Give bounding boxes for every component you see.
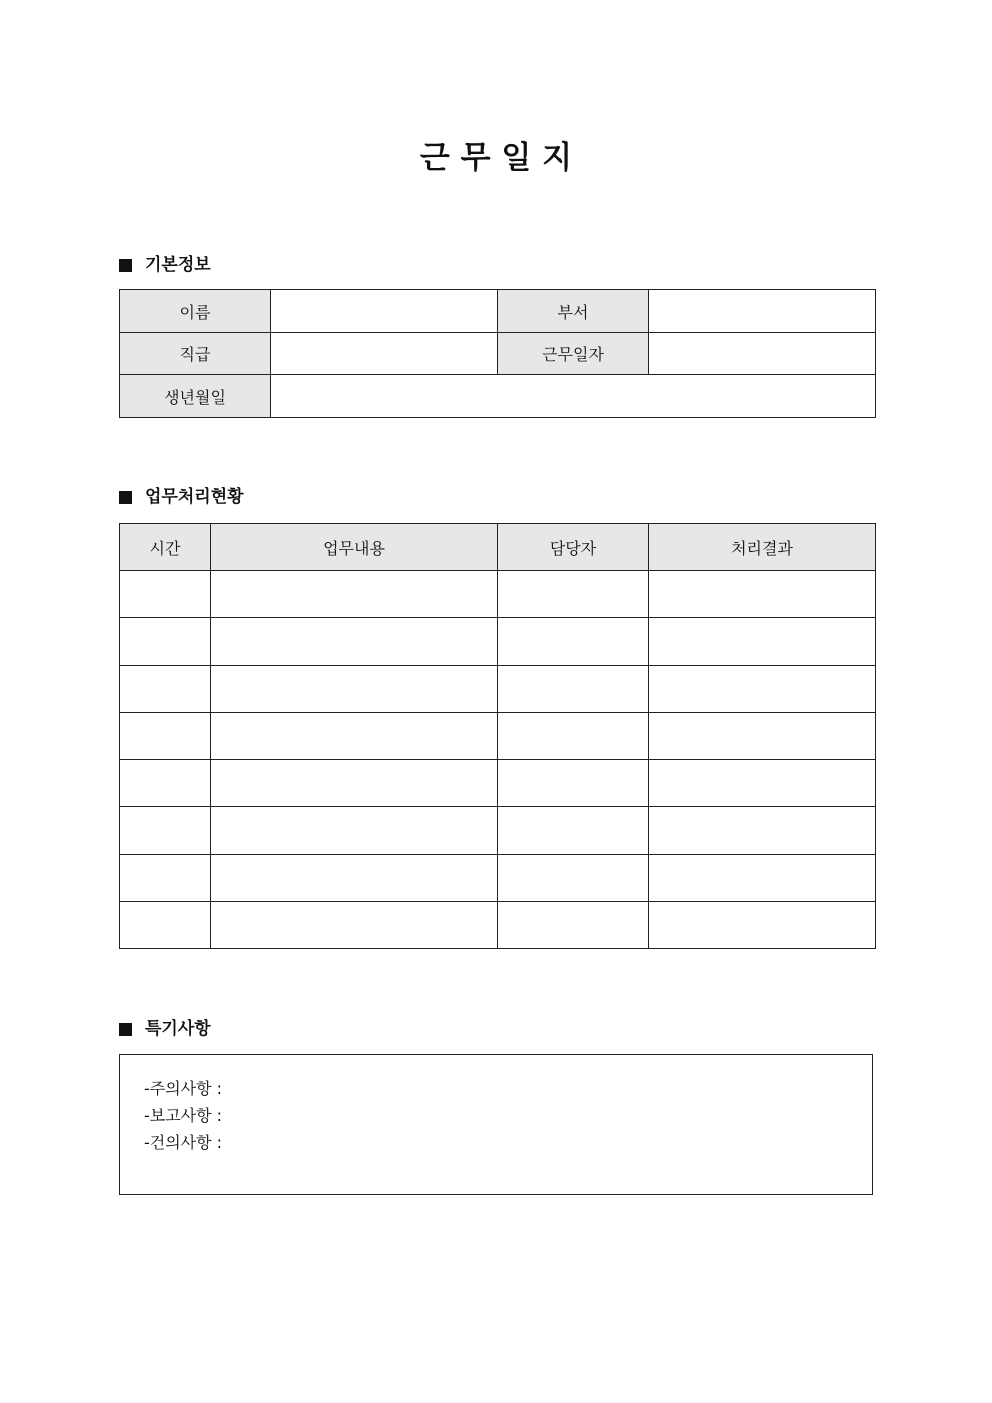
time-cell[interactable] — [120, 618, 211, 666]
task-cell[interactable] — [211, 902, 498, 949]
birth-date-field[interactable] — [271, 375, 876, 418]
basic-info-table — [119, 289, 876, 418]
section-heading-basic-info — [119, 253, 211, 277]
task-cell[interactable] — [211, 760, 498, 807]
section-heading-remarks — [119, 1017, 211, 1041]
time-cell[interactable] — [120, 807, 211, 855]
result-cell[interactable] — [649, 760, 876, 807]
table-row — [120, 713, 876, 760]
position-label: 직급 — [120, 333, 271, 375]
result-cell[interactable] — [649, 618, 876, 666]
birth-date-label: 생년월일 — [120, 375, 271, 418]
assignee-cell[interactable] — [498, 807, 649, 855]
table-row — [120, 807, 876, 855]
remark-caution-line: -주의사항 : — [144, 1079, 223, 1098]
column-header-result: 처리결과 — [649, 524, 876, 571]
column-header-task: 업무내용 — [211, 524, 498, 571]
task-cell[interactable] — [211, 713, 498, 760]
time-cell[interactable] — [120, 666, 211, 713]
table-row — [120, 760, 876, 807]
task-cell[interactable] — [211, 855, 498, 902]
column-header-assignee: 담당자 — [498, 524, 649, 571]
section-heading-work-status — [119, 485, 244, 509]
section-heading-label: 기본정보 — [145, 255, 211, 275]
assignee-cell[interactable] — [498, 618, 649, 666]
table-row — [120, 902, 876, 949]
assignee-cell[interactable] — [498, 571, 649, 618]
assignee-cell[interactable] — [498, 902, 649, 949]
table-row — [120, 666, 876, 713]
work-date-field[interactable] — [649, 333, 876, 375]
time-cell[interactable] — [120, 760, 211, 807]
remarks-box[interactable] — [119, 1054, 873, 1195]
task-cell[interactable] — [211, 571, 498, 618]
column-header-time: 시간 — [120, 524, 211, 571]
assignee-cell[interactable] — [498, 713, 649, 760]
table-row — [120, 855, 876, 902]
time-cell[interactable] — [120, 571, 211, 618]
result-cell[interactable] — [649, 666, 876, 713]
result-cell[interactable] — [649, 571, 876, 618]
table-row — [120, 618, 876, 666]
task-cell[interactable] — [211, 618, 498, 666]
result-cell[interactable] — [649, 807, 876, 855]
name-field[interactable] — [271, 290, 498, 333]
remark-report-line: -보고사항 : — [144, 1106, 223, 1125]
task-cell[interactable] — [211, 666, 498, 713]
square-bullet-icon — [119, 259, 132, 272]
square-bullet-icon — [119, 491, 132, 504]
page-title: 근 무 일 지 — [419, 140, 573, 176]
remark-suggestion-line: -건의사항 : — [144, 1133, 223, 1152]
time-cell[interactable] — [120, 713, 211, 760]
time-cell[interactable] — [120, 902, 211, 949]
work-status-table — [119, 523, 876, 949]
section-heading-label: 업무처리현황 — [145, 487, 244, 507]
assignee-cell[interactable] — [498, 760, 649, 807]
name-label: 이름 — [120, 290, 271, 333]
work-date-label: 근무일자 — [498, 333, 649, 375]
time-cell[interactable] — [120, 855, 211, 902]
table-row — [120, 571, 876, 618]
department-field[interactable] — [649, 290, 876, 333]
assignee-cell[interactable] — [498, 855, 649, 902]
task-cell[interactable] — [211, 807, 498, 855]
position-field[interactable] — [271, 333, 498, 375]
section-heading-label: 특기사항 — [145, 1019, 211, 1039]
assignee-cell[interactable] — [498, 666, 649, 713]
square-bullet-icon — [119, 1023, 132, 1036]
result-cell[interactable] — [649, 855, 876, 902]
result-cell[interactable] — [649, 902, 876, 949]
department-label: 부서 — [498, 290, 649, 333]
result-cell[interactable] — [649, 713, 876, 760]
